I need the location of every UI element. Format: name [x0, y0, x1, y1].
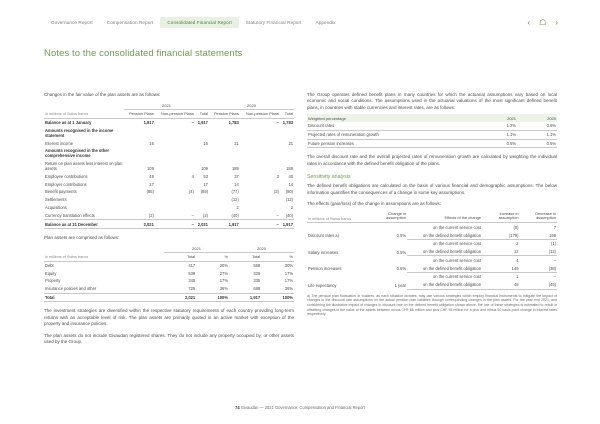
row-label: Settlements [45, 197, 67, 203]
cell: – [155, 220, 195, 229]
table-unit-label: Weighted percentage [307, 114, 477, 122]
table-subheader-row [44, 110, 294, 118]
cell: 17% [219, 278, 228, 284]
cell [124, 196, 155, 204]
cell: 1.1% [477, 130, 517, 139]
cell [240, 139, 280, 147]
row-label: Future pension increases [307, 139, 477, 148]
row-label: Salary increases [308, 249, 339, 255]
table-row [307, 139, 557, 148]
cell: (4) [188, 189, 194, 195]
cell: 149 [482, 264, 520, 272]
page-footer [0, 405, 600, 410]
cell [240, 204, 280, 212]
left-column [44, 92, 294, 350]
home-icon[interactable]: ☖ [539, 18, 547, 27]
table-row [44, 269, 294, 277]
cell: 1,917 [209, 220, 240, 229]
col-change-in-assumption: Change in assumption [372, 210, 407, 222]
cell: 2,021 [195, 220, 209, 229]
cell: (85) [146, 189, 154, 195]
row-label: Employer contributions [45, 181, 87, 187]
table-row [44, 196, 294, 204]
cell: 36% [196, 285, 229, 293]
cell: (12) [231, 197, 239, 203]
cell: 40 [288, 173, 293, 179]
table-header-row [307, 210, 557, 222]
row-label: Balance as at 1 January [45, 119, 92, 125]
col-total-2020: Total [280, 110, 294, 118]
nav-item-statutory-financial-report[interactable]: Statutory Financial Report [245, 19, 302, 25]
cell: 3 [276, 173, 279, 179]
cell: 2 [236, 204, 239, 210]
cell [155, 180, 195, 188]
table-row [307, 273, 557, 281]
col-decrease-in-assumption: Decrease in assumption [520, 210, 558, 222]
sensitivity-table-wrap [307, 210, 557, 317]
col-increase-in-assumption: Increase in assumption [482, 210, 520, 222]
plan-assets-composition-table-wrap [44, 244, 294, 302]
col-total-2020: Total [229, 253, 261, 261]
cell [155, 204, 195, 212]
cell-effect: on the current service cost [432, 224, 481, 230]
cell: 417 [188, 262, 196, 268]
chevron-right-icon[interactable]: › [555, 18, 558, 27]
cell: 49 [149, 173, 154, 179]
table-row [44, 147, 294, 160]
cell-effect: on the current service cost [432, 274, 481, 280]
row-label: Benefit payments [45, 189, 77, 195]
cell: 1.1% [517, 130, 557, 139]
col-non-pension-plans-2021: Non-pension Plans [155, 110, 195, 118]
table-row [44, 293, 294, 302]
cell: 1,917 [229, 293, 261, 302]
row-label: Insurance policies and other [44, 285, 164, 293]
row-label: Currency translation effects [44, 211, 124, 219]
table-row [307, 223, 557, 231]
row-label: Total [44, 293, 164, 302]
investment-strategies-paragraph: The investment strategies are diversified within the respective statutory requirements of each country providing long-term returns with an acceptable level of risk. The plan assets are primarily quoted in an active market with exception of the property and insurance policies. [44, 308, 294, 327]
cell [195, 204, 209, 212]
cell: – [553, 257, 556, 263]
cell: 17% [284, 270, 293, 276]
nav-item-consolidated-financial-report[interactable]: Consolidated Financial Report [160, 17, 238, 28]
cell: (3) [273, 189, 279, 195]
row-label: Pension increases [308, 266, 342, 272]
row-label: Employee contributions [45, 173, 88, 179]
table-row [307, 256, 557, 264]
table-row [44, 211, 294, 219]
cell [155, 139, 195, 147]
cell: – [155, 211, 195, 219]
plan-assets-fair-value-table-wrap [44, 101, 294, 229]
cell [195, 126, 209, 139]
cell [124, 147, 155, 160]
overall-discount-rate-paragraph: The overall discount rate and the overall projected rates of remuneration growth are calculated by weighting the individual rates in accordance with the defined benefit obligation of the plans. [307, 154, 557, 166]
row-label: Debt [45, 262, 54, 268]
col-effects-of-change: Effects of the change [407, 210, 482, 222]
cell: – [191, 119, 194, 125]
table-row [44, 188, 294, 196]
table-row [44, 160, 294, 173]
actuarial-assumptions-paragraph: The Group operates defined benefit plans in many countries for which the actuarial assumptions vary based on local economic and social conditions. The assumptions used in the actuarial valuations of the most significant defined benefit plans, in countries with stable currencies and interest rates, are as follows: [307, 92, 557, 110]
cell: 1.2% [477, 122, 517, 130]
row-label: Property [45, 278, 61, 284]
cell [280, 126, 294, 139]
table-row [44, 180, 294, 188]
cell: (80) [285, 189, 293, 195]
cell: 16 [149, 140, 154, 146]
table-row [44, 285, 294, 293]
table-unit-label: in millions of Swiss francs [44, 253, 164, 261]
cell: 1,917 [197, 119, 208, 125]
cell: 17 [203, 181, 208, 187]
cell: 2,021 [124, 220, 155, 229]
cell [155, 147, 195, 160]
cell: 1,917 [280, 220, 294, 229]
cell [240, 126, 280, 139]
cell: 688 [229, 285, 261, 293]
cell: 100% [261, 293, 294, 302]
cell: 4 [516, 257, 519, 263]
table-header-row [307, 114, 557, 122]
table-row [44, 277, 294, 285]
cell [240, 160, 280, 173]
cell: 109 [201, 166, 208, 172]
cell: 2,021 [164, 293, 196, 302]
cell: 1,917 [143, 119, 154, 125]
table-row [44, 139, 294, 147]
cell: 568 [253, 262, 261, 268]
cell: 14 [288, 181, 293, 187]
cell [209, 126, 240, 139]
plan-assets-composition-table [44, 244, 294, 302]
cell: (6) [513, 224, 519, 230]
cell: 539 [188, 270, 196, 276]
sensitivity-footnote: a) The pension plan fluctuation or trustees, as each situation dictates, may use various strategies which employ financial instruments to mitigate the impact of changes in the discount rate assumptions on the actual pension plan liabilities through corresponding changes in the plan assets. For the year end 2021, and considering the illustrative impact of changes in discount rate on the defined benefit obligation shown above, the use of these strategies is estimated to result in offsetting changes in the value of the assets between minus CHF 85 million and plus CHF 93 million for a plus and minus 50 basis point change in interest rates respectively. [307, 293, 557, 317]
cell: 30% [284, 262, 293, 268]
table-row [44, 126, 294, 139]
cell: 12 [482, 248, 520, 256]
cell: (2) [195, 211, 209, 219]
cell: 20% [219, 262, 228, 268]
cell [155, 126, 195, 139]
cell: – [553, 274, 556, 280]
table-row [307, 130, 557, 139]
cell-change: 1 year [394, 282, 406, 288]
cell-change: 0.5% [396, 266, 406, 272]
top-navigation [0, 0, 600, 44]
cell: 189 [286, 166, 293, 172]
cell: 4 [191, 173, 194, 179]
weighted-percentage-table [307, 114, 557, 148]
table-subheader-row [44, 253, 294, 261]
cell: 21 [234, 140, 239, 146]
plan-assets-comprised-intro: Plan assets are comprised as follows: [44, 234, 120, 240]
col-total-2021: Total [195, 110, 209, 118]
nav-controls [527, 19, 558, 27]
cell: (40) [280, 211, 294, 219]
cell: 1,783 [282, 119, 293, 125]
cell-effect: on the defined benefit obligation [407, 231, 482, 239]
cell: 2 [290, 204, 293, 210]
cell-change: 0.5% [396, 249, 406, 255]
cell: (12) [285, 197, 293, 203]
row-label: Interest income [45, 140, 73, 146]
cell: 16 [203, 140, 208, 146]
cell: 335 [253, 278, 261, 284]
cell-effect: on the defined benefit obligation [407, 248, 482, 256]
cell: (2) [124, 211, 155, 219]
right-column [307, 92, 557, 323]
cell: (179) [482, 231, 520, 239]
row-label: Projected rates of remuneration growth [307, 130, 477, 139]
cell: 199 [520, 231, 558, 239]
cell: 37 [234, 173, 239, 179]
cell-effect: on the defined benefit obligation [407, 281, 482, 289]
cell: – [276, 119, 279, 125]
left-intro-paragraph: Changes in the fair value of the plan assets are as follows: [44, 92, 161, 97]
col-2021: 2021 [477, 114, 517, 122]
cell: – [240, 211, 280, 219]
cell-effect: on the defined benefit obligation [407, 264, 482, 272]
cell: 0.9% [517, 122, 557, 130]
page-title: Notes to the consolidated financial statements [44, 48, 243, 59]
col-group-2020: 2020 [209, 101, 294, 109]
row-label: Discount rates a) [308, 233, 339, 239]
row-label: Amounts recognised in the income statement [45, 127, 114, 138]
cell-effect: on the current service cost [432, 241, 481, 247]
row-label: Equity [45, 270, 57, 276]
cell: 21 [288, 140, 293, 146]
cell: 7 [553, 224, 556, 230]
nav-item-governance-report[interactable]: Governance Report [51, 19, 93, 25]
cell [240, 147, 280, 160]
cell [195, 196, 209, 204]
row-label: Amounts recognised in the other comprehensive income [45, 148, 110, 159]
col-2020: 2020 [517, 114, 557, 122]
cell: 27% [219, 270, 228, 276]
col-percent-2020: % [261, 253, 294, 261]
cell: 189 [231, 166, 239, 172]
cell [124, 204, 155, 212]
table-row [307, 239, 557, 247]
page-number: 74 [235, 405, 240, 410]
effects-intro-paragraph: The effects (gain/loss) of the change in assumptions are as follows: [307, 200, 441, 206]
row-label: Discount rates [307, 122, 477, 130]
table-row [44, 204, 294, 212]
cell-effect: on the current service cost [432, 257, 481, 263]
table-row [44, 220, 294, 229]
row-label: Return on plan assets less interest on plan assets [45, 161, 123, 172]
row-label: Balance as at 31 December [44, 220, 124, 229]
cell-change: 0.5% [396, 233, 406, 239]
cell: 0.5% [477, 139, 517, 148]
table-row [307, 122, 557, 130]
col-pension-plans-2021: Pension Plans [124, 110, 155, 118]
cell [209, 147, 240, 160]
col-percent-2021: % [196, 253, 229, 261]
plan-assets-fair-value-table [44, 101, 294, 229]
cell: (89) [200, 189, 208, 195]
cell: 725 [164, 285, 196, 293]
col-pension-plans-2020: Pension Plans [209, 110, 240, 118]
cell: 0.5% [517, 139, 557, 148]
nav-item-compensation-report[interactable]: Compensation Report [106, 19, 154, 25]
col-total-2021: Total [164, 253, 196, 261]
col-group-2021: 2021 [124, 101, 209, 109]
table-group-header-row [44, 101, 294, 109]
cell: 1,783 [228, 119, 239, 125]
cell [155, 160, 195, 173]
row-label: Life expectancy [308, 282, 337, 288]
cell: (1) [550, 241, 556, 247]
cell: 326 [253, 270, 261, 276]
cell [195, 147, 209, 160]
table-unit-label: in millions of Swiss francs [307, 210, 372, 222]
table-group-header-row [44, 244, 294, 252]
cell: 100% [196, 293, 229, 302]
plan-assets-note-paragraph: The plan assets do not include Givaudan registered shares. They do not include any property occupied by, or other assets used by the Group. [44, 332, 294, 345]
sensitivity-table [307, 210, 557, 289]
cell: 14 [234, 181, 239, 187]
row-label: Acquisitions [45, 204, 67, 210]
cell: 53 [203, 173, 208, 179]
cell: 17 [149, 181, 154, 187]
cell [124, 126, 155, 139]
cell [240, 196, 280, 204]
nav-item-appendix[interactable]: Appendix [315, 19, 336, 25]
cell: (49) [520, 281, 558, 289]
cell: 2 [516, 241, 519, 247]
table-row [44, 172, 294, 180]
cell: 1 [516, 274, 519, 280]
sensitivity-analysis-heading: Sensitivity analysis [307, 174, 351, 181]
cell: – [240, 220, 280, 229]
table-unit-label: in millions of Swiss francs [44, 110, 124, 118]
nav-items [44, 17, 343, 28]
cell [240, 180, 280, 188]
weighted-percentage-table-wrap [307, 114, 557, 148]
cell: (12) [520, 248, 558, 256]
col-group-2021: 2021 [164, 244, 229, 252]
table-row [44, 118, 294, 126]
chevron-left-icon[interactable]: ‹ [527, 18, 531, 27]
cell [280, 147, 294, 160]
cell: 17% [284, 278, 293, 284]
col-group-2020: 2020 [229, 244, 294, 252]
cell: 109 [147, 166, 154, 172]
cell: 48 [482, 281, 520, 289]
cell: (77) [231, 189, 239, 195]
cell: 340 [188, 278, 196, 284]
footer-text: Givaudan — 2021 Governance, Compensation and Financial Report [240, 405, 365, 410]
cell: (38) [520, 264, 558, 272]
cell [155, 196, 195, 204]
col-non-pension-plans-2020: Non-pension Plans [240, 110, 280, 118]
table-row [44, 261, 294, 269]
cell: (40) [209, 211, 240, 219]
cell: 36% [261, 285, 294, 293]
sensitivity-description-paragraph: The defined benefit obligations are calculated on the basis of various financial and demographic assumptions. The below information quantifies the consequences of a change in some key assumptions. [307, 183, 557, 195]
